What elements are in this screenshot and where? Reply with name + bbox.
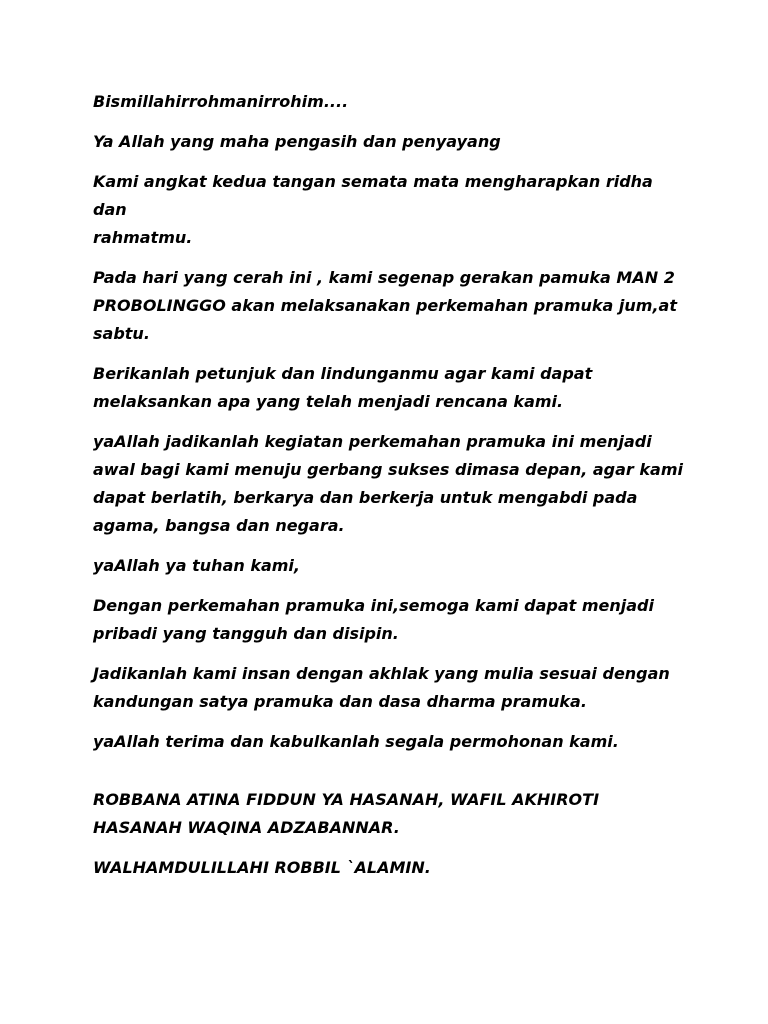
paragraph: yaAllah ya tuhan kami, <box>93 556 300 575</box>
paragraph-opening: Bismillahirrohmanirrohim.... <box>93 92 349 111</box>
paragraph: yaAllah jadikanlah kegiatan perkemahan pramuka ini menjadi awal bagi kami menuju gerbang sukses dimasa depan, agar kami dapat berlatih, berkarya dan berkerja untuk mengabdi pada agama, bangsa dan negara. <box>93 432 683 535</box>
paragraph-closing-prayer: ROBBANA ATINA FIDDUN YA HASANAH, WAFIL AKHIROTI HASANAH WAQINA ADZABANNAR. <box>93 790 600 837</box>
paragraph: Berikanlah petunjuk dan lindunganmu agar kami dapat melaksankan apa yang telah menjadi rencana kami. <box>93 364 593 411</box>
paragraph: Dengan perkemahan pramuka ini,semoga kami dapat menjadi pribadi yang tangguh dan disipin. <box>93 596 654 643</box>
paragraph-closing: WALHAMDULILLAHI ROBBIL `ALAMIN. <box>93 858 431 877</box>
document-body <box>93 88 683 894</box>
paragraph: yaAllah terima dan kabulkanlah segala permohonan kami. <box>93 732 619 751</box>
paragraph: Jadikanlah kami insan dengan akhlak yang mulia sesuai dengan kandungan satya pramuka dan dasa dharma pramuka. <box>93 664 670 711</box>
paragraph: Pada hari yang cerah ini , kami segenap gerakan pamuka MAN 2 PROBOLINGGO akan melaksanakan perkemahan pramuka jum,at sabtu. <box>93 268 677 343</box>
paragraph: Ya Allah yang maha pengasih dan penyayang <box>93 132 501 151</box>
paragraph: Kami angkat kedua tangan semata mata mengharapkan ridha dan rahmatmu. <box>93 172 653 247</box>
